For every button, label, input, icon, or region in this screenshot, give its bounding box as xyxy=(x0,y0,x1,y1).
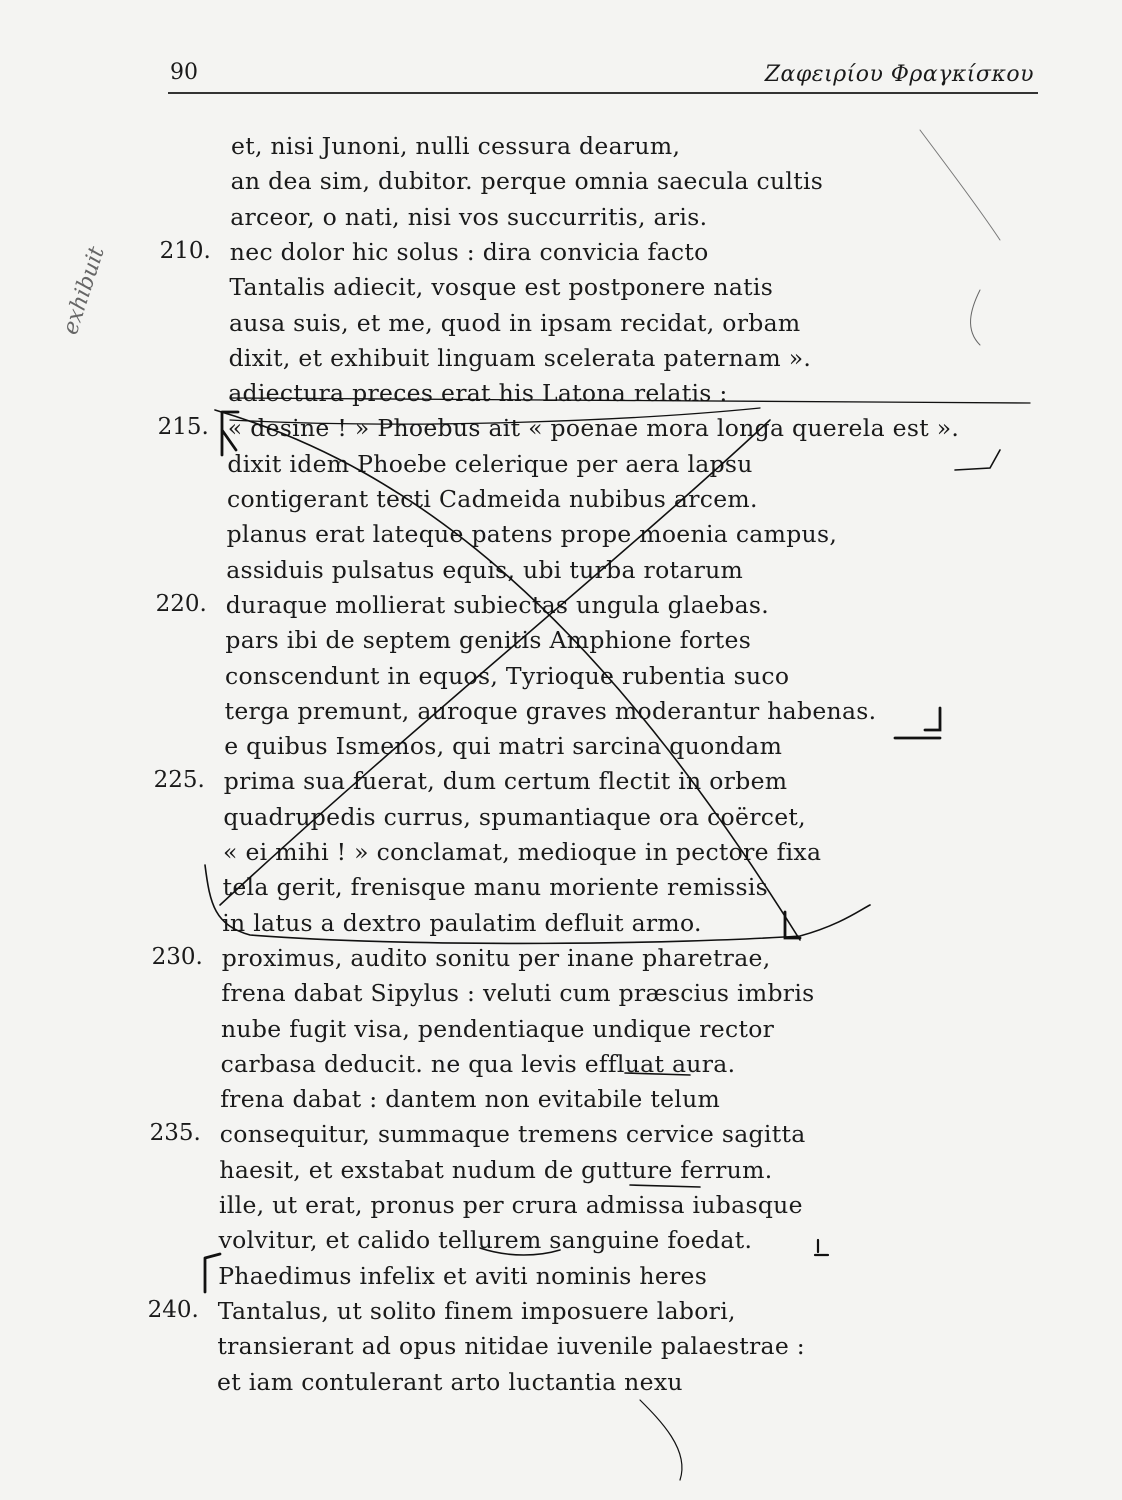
verse-line xyxy=(0,167,1122,203)
verse-line xyxy=(0,556,1122,592)
verse-line xyxy=(0,838,1122,874)
verse-line xyxy=(0,1262,1122,1298)
verse-text: transierant ad opus nitidae iuvenile palaestrae : xyxy=(217,1332,806,1361)
verse-line xyxy=(0,662,1122,698)
verse-line xyxy=(0,1050,1122,1086)
verse-line xyxy=(0,873,1122,909)
verse-text: arceor, o nati, nisi vos succurritis, aris. xyxy=(230,202,708,231)
verse-line xyxy=(0,485,1122,521)
verse-text: carbasa deducit. ne qua levis effluat aura. xyxy=(220,1049,736,1078)
verse-line xyxy=(0,732,1122,768)
verse-text: Phaedimus infelix et aviti nominis heres xyxy=(218,1261,708,1290)
verse-text: frena dabat Sipylus : veluti cum præscius imbris xyxy=(221,979,815,1008)
verse-line xyxy=(0,309,1122,345)
verse-text: haesit, et exstabat nudum de gutture ferrum. xyxy=(219,1155,773,1184)
verse-text: ille, ut erat, pronus per crura admissa iubasque xyxy=(219,1191,803,1219)
verse-line xyxy=(0,414,1122,450)
verse-line xyxy=(0,520,1122,556)
verse-text: pars ibi de septem genitis Amphione fortes xyxy=(225,626,752,655)
verse-text: ausa suis, et me, quod in ipsam recidat, orbam xyxy=(229,308,801,337)
verse-text: contigerant tecti Cadmeida nubibus arcem. xyxy=(227,485,758,513)
verse-line xyxy=(0,1015,1122,1051)
verse-line xyxy=(0,450,1122,486)
page-header xyxy=(168,60,1038,94)
verse-text: dixit, et exhibuit linguam scelerata paternam ». xyxy=(228,343,812,372)
verse-line xyxy=(0,979,1122,1015)
verse-text: e quibus Ismenos, qui matri sarcina quondam xyxy=(224,732,783,761)
verse-text: an dea sim, dubitor. perque omnia saecula cultis xyxy=(230,167,824,196)
line-number: 220. xyxy=(155,590,207,617)
verse-line xyxy=(0,273,1122,309)
verse-line xyxy=(0,1085,1122,1121)
tail-stroke xyxy=(640,1400,682,1480)
verse-text: conscendunt in equos, Tyrioque rubentia suco xyxy=(225,661,790,690)
running-head: Ζαφειρίου Φραγκίσκου xyxy=(764,62,1034,87)
verse-text: planus erat lateque patens prope moenia campus, xyxy=(226,520,838,549)
verse-text: nube fugit visa, pendentiaque undique rector xyxy=(221,1014,775,1043)
verse-text: Tantalus, ut solito finem imposuere labori, xyxy=(217,1296,736,1325)
verse-text: volvitur, et calido tellurem sanguine foedat. xyxy=(218,1226,753,1255)
verse-text: dixit idem Phoebe celerique per aera lapsu xyxy=(227,449,753,478)
verse-text: adiectura preces erat his Latona relatis : xyxy=(228,379,728,408)
verse-text: terga premunt, auroque graves moderantur habenas. xyxy=(224,696,877,725)
line-number: 235. xyxy=(149,1120,201,1147)
verse-text: assiduis pulsatus equis, ubi turba rotarum xyxy=(226,555,744,584)
verse-line xyxy=(0,591,1122,627)
verse-line xyxy=(0,344,1122,380)
verse-text: « desine ! » Phoebus ait « poenae mora longa querela est ». xyxy=(227,414,960,443)
verse-text: proximus, audito sonitu per inane pharetrae, xyxy=(221,943,771,972)
verse-line xyxy=(0,1226,1122,1262)
verse-text: frena dabat : dantem non evitabile telum xyxy=(220,1085,721,1114)
verse-text: et iam contulerant arto luctantia nexu xyxy=(217,1367,683,1396)
line-number: 240. xyxy=(147,1296,199,1323)
verse-line xyxy=(0,379,1122,415)
verse-line xyxy=(0,697,1122,733)
verse-line xyxy=(0,767,1122,803)
verse-line xyxy=(0,132,1122,168)
margin-handwritten-note: exhibuit xyxy=(58,243,110,338)
verse-text: consequitur, summaque tremens cervice sagitta xyxy=(219,1120,806,1149)
verse-line xyxy=(0,1332,1122,1368)
verse-line xyxy=(0,1120,1122,1156)
verse-text: in latus a dextro paulatim defluit armo. xyxy=(222,908,702,937)
verse-text: Tantalis adiecit, vosque est postponere natis xyxy=(229,273,774,302)
verse-text: tela gerit, frenisque manu moriente remissis xyxy=(222,873,769,902)
verse-text: prima sua fuerat, dum certum flectit in orbem xyxy=(223,767,788,796)
verse-line xyxy=(0,1368,1122,1404)
page-number: 90 xyxy=(170,60,198,85)
line-number: 225. xyxy=(153,767,205,794)
verse-line xyxy=(0,1191,1122,1227)
line-number: 230. xyxy=(151,943,203,970)
verse-line xyxy=(0,238,1122,274)
verse-line xyxy=(0,1297,1122,1333)
verse-text: nec dolor hic solus : dira convicia facto xyxy=(229,237,709,266)
verse-line xyxy=(0,626,1122,662)
verse-text: et, nisi Junoni, nulli cessura dearum, xyxy=(231,132,681,160)
verse-line xyxy=(0,803,1122,839)
line-number: 210. xyxy=(159,237,211,264)
verse-line xyxy=(0,203,1122,239)
verse-text: quadrupedis currus, spumantiaque ora coërcet, xyxy=(223,802,806,831)
verse-line xyxy=(0,909,1122,945)
verse-line xyxy=(0,944,1122,980)
header-rule xyxy=(168,92,1038,94)
line-number: 215. xyxy=(157,414,209,441)
verse-line xyxy=(0,1156,1122,1192)
verse-text: « ei mihi ! » conclamat, medioque in pectore fixa xyxy=(223,838,822,866)
verse-text: duraque mollierat subiectas ungula glaebas. xyxy=(225,590,770,619)
